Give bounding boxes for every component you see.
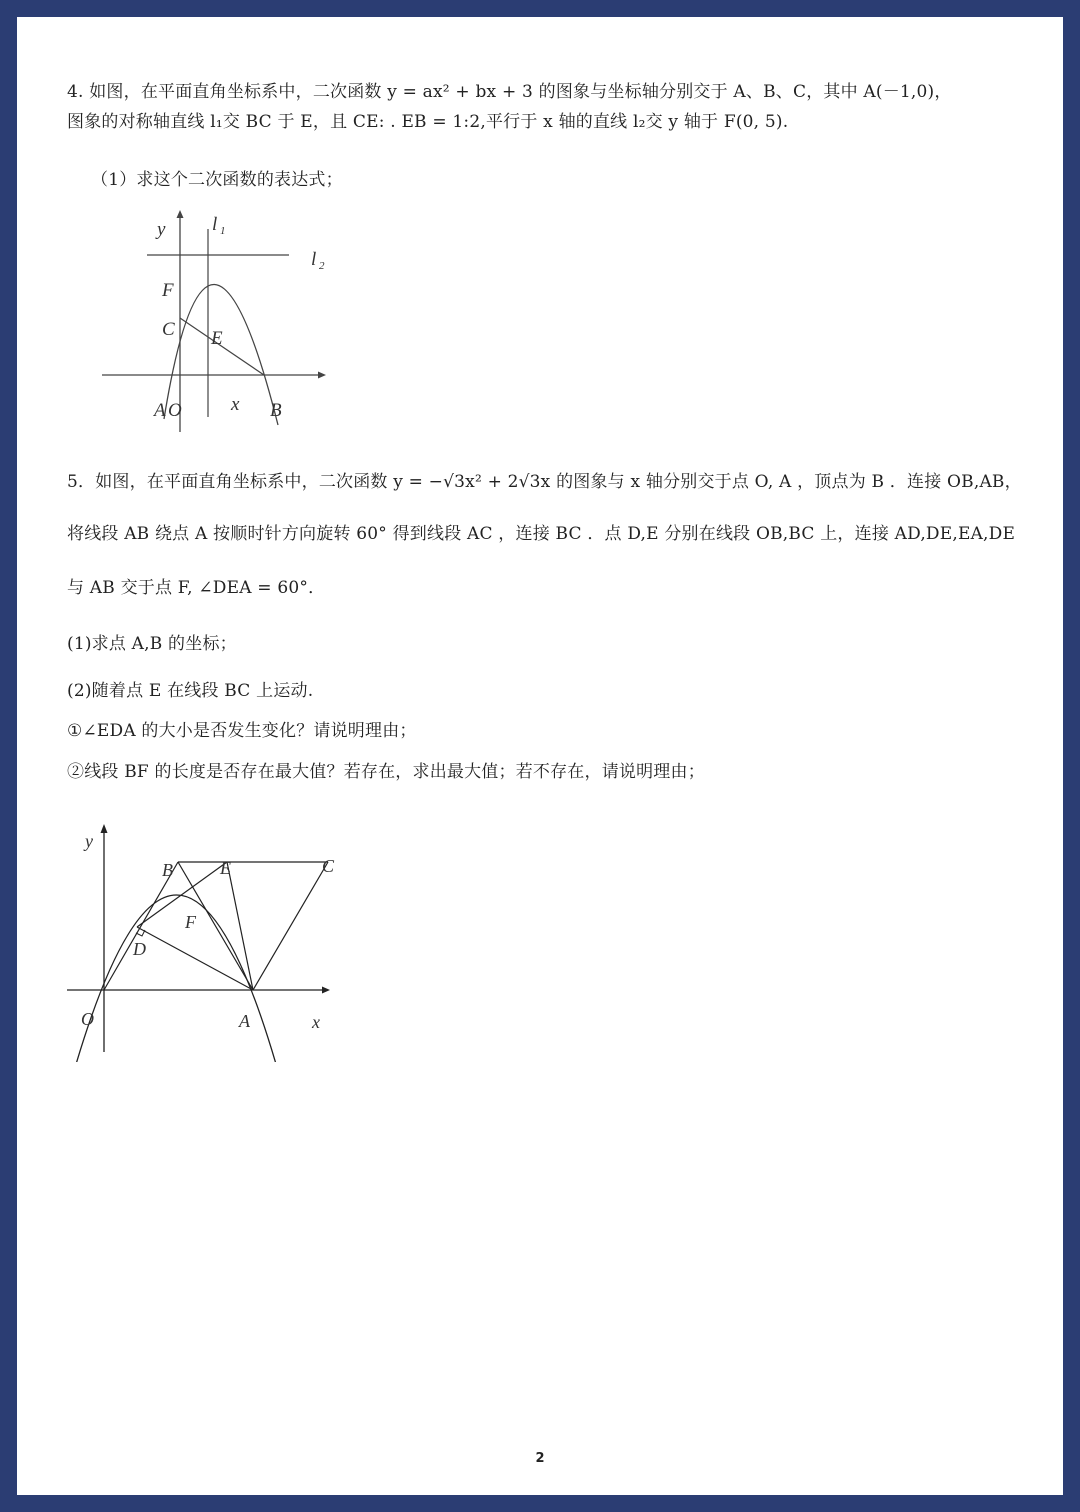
y-axis-arrow — [177, 210, 184, 218]
label-a: A — [239, 1011, 250, 1031]
segment-ac — [253, 862, 328, 990]
problem4-line1: 4. 如图，在平面直角坐标系中，二次函数 y = ax² + bx + 3 的图象与坐标轴分别交于 A、B、C，其中 A(－1,0)， — [67, 82, 952, 102]
label-e: E — [211, 328, 223, 349]
label-b: B — [270, 400, 282, 421]
problem5-question2: (2)随着点 E 在线段 BC 上运动. — [67, 681, 314, 701]
label-f: F — [185, 912, 196, 932]
x-axis-arrow — [318, 372, 326, 379]
label-o: O — [81, 1009, 94, 1029]
x-axis-arrow — [322, 987, 330, 994]
label-a: A — [154, 400, 166, 421]
label-f: F — [162, 280, 174, 301]
problem4-figure — [97, 207, 337, 437]
problem4-question1: （1）求这个二次函数的表达式； — [91, 170, 343, 190]
label-l2: l — [311, 249, 317, 270]
label-c: C — [322, 856, 335, 876]
problem5-question2a: ①∠EDA 的大小是否发生变化？请说明理由； — [67, 721, 417, 741]
segment-ad — [137, 927, 253, 990]
segment-ob — [104, 862, 178, 990]
label-l1-sub: 1 — [220, 225, 226, 237]
problem5-figure — [67, 812, 367, 1062]
label-l1: l — [212, 214, 218, 235]
segment-de — [137, 862, 227, 927]
problem5-line2: 将线段 AB 绕点 A 按顺时针方向旋转 60° 得到线段 AC ，连接 BC ．点 D,E 分别在线段 OB,BC 上，连接 AD,DE,EA,DE — [67, 524, 1016, 544]
label-o: O — [168, 400, 182, 421]
segment-ea — [227, 862, 253, 990]
label-l2-sub: 2 — [319, 260, 325, 272]
document-page — [17, 17, 1063, 1495]
label-b: B — [162, 860, 173, 880]
y-axis-arrow — [101, 824, 108, 833]
problem5-line3: 与 AB 交于点 F, ∠DEA = 60°． — [67, 578, 326, 598]
label-x: x — [312, 1012, 320, 1032]
page-number: 2 — [535, 1451, 545, 1466]
label-x: x — [231, 394, 240, 415]
label-y: y — [157, 219, 166, 240]
label-d: D — [133, 939, 146, 959]
problem5-question2b: ②线段 BF 的长度是否存在最大值？若存在，求出最大值；若不存在，请说明理由； — [67, 762, 705, 782]
problem5-line1: 5．如图，在平面直角坐标系中，二次函数 y = −√3x² + 2√3x 的图象与 x 轴分别交于点 O, A ，顶点为 B ．连接 OB,AB， — [67, 472, 1022, 492]
problem5-question1: (1)求点 A,B 的坐标； — [67, 634, 237, 654]
label-e: E — [220, 858, 231, 878]
label-c: C — [162, 319, 175, 340]
parabola — [72, 895, 280, 1062]
problem4-line2: 图象的对称轴直线 l₁交 BC 于 E，且 CE: . EB = 1:2,平行于 x 轴的直线 l₂交 y 轴于 F(0, 5). — [67, 112, 789, 132]
label-y: y — [85, 831, 93, 851]
